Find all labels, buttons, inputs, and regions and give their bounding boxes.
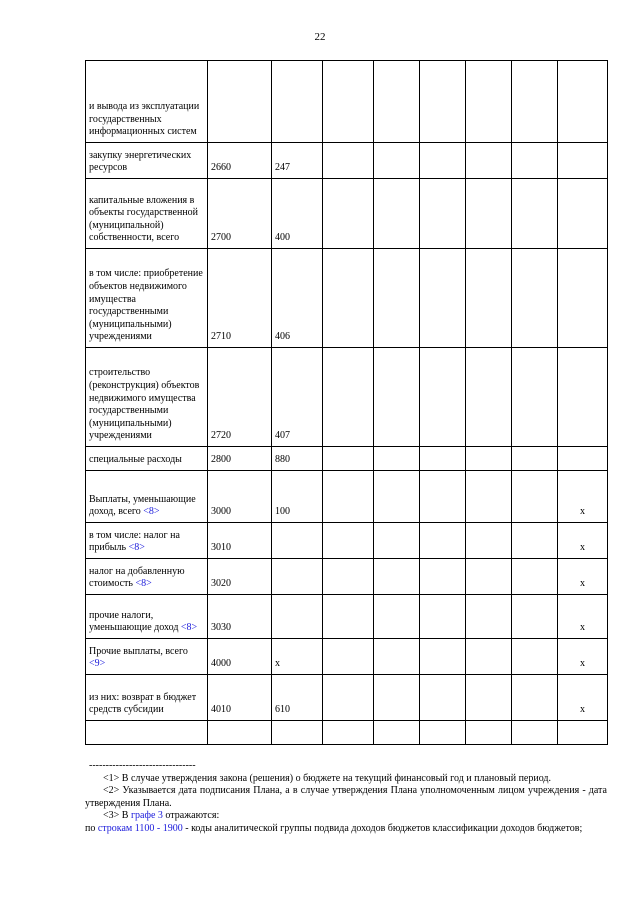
- row-last-cell: [558, 143, 608, 179]
- row-classification-code: 610: [272, 675, 323, 721]
- table-row: [86, 639, 608, 675]
- row-empty-cell: [374, 249, 420, 348]
- row-classification-code: 407: [272, 348, 323, 447]
- row-classification-code: [272, 559, 323, 595]
- row-empty-cell: [512, 143, 558, 179]
- footnote-ref-link[interactable]: <8>: [143, 506, 160, 518]
- row-empty-cell: [420, 721, 466, 745]
- row-empty-cell: [512, 348, 558, 447]
- table-row: [86, 249, 608, 348]
- table-row: [86, 559, 608, 595]
- row-empty-cell: [466, 523, 512, 559]
- row-classification-code: 880: [272, 447, 323, 471]
- row-empty-cell: [374, 179, 420, 249]
- row-empty-cell: [323, 559, 374, 595]
- row-empty-cell: [323, 471, 374, 523]
- table-row: [86, 471, 608, 523]
- row-empty-cell: [512, 61, 558, 143]
- row-empty-cell: [466, 348, 512, 447]
- row-empty-cell: [420, 559, 466, 595]
- row-code: 2710: [208, 249, 272, 348]
- row-empty-cell: [374, 559, 420, 595]
- row-last-cell: [558, 249, 608, 348]
- row-label-text: прочие налоги, уменьшающие доход: [89, 609, 179, 634]
- row-code: 3000: [208, 471, 272, 523]
- row-empty-cell: [466, 143, 512, 179]
- row-label: [86, 523, 208, 559]
- footnote-3: [85, 810, 607, 823]
- row-empty-cell: [512, 179, 558, 249]
- row-empty-cell: [323, 675, 374, 721]
- row-empty-cell: [466, 595, 512, 639]
- row-empty-cell: [466, 559, 512, 595]
- row-empty-cell: [323, 523, 374, 559]
- row-empty-cell: [323, 61, 374, 143]
- table-row: [86, 143, 608, 179]
- row-label: [86, 249, 208, 348]
- row-empty-cell: [466, 675, 512, 721]
- row-classification-code: [272, 523, 323, 559]
- row-label: [86, 595, 208, 639]
- row-empty-cell: [323, 348, 374, 447]
- row-last-cell: x: [558, 471, 608, 523]
- footnote-ref-link[interactable]: <8>: [128, 542, 145, 554]
- row-last-cell: [558, 348, 608, 447]
- row-code: 4000: [208, 639, 272, 675]
- row-code: 3010: [208, 523, 272, 559]
- row-last-cell: [558, 721, 608, 745]
- row-classification-code: 100: [272, 471, 323, 523]
- row-empty-cell: [374, 721, 420, 745]
- row-empty-cell: [323, 721, 374, 745]
- row-classification-code: 247: [272, 143, 323, 179]
- row-empty-cell: [374, 143, 420, 179]
- table-row: [86, 348, 608, 447]
- row-empty-cell: [512, 639, 558, 675]
- footnote-ref-link[interactable]: <8>: [135, 578, 152, 590]
- row-label: [86, 179, 208, 249]
- row-empty-cell: [420, 249, 466, 348]
- row-empty-cell: [420, 179, 466, 249]
- row-empty-cell: [420, 471, 466, 523]
- row-label: [86, 348, 208, 447]
- row-label: [86, 721, 208, 745]
- table-row: [86, 61, 608, 143]
- row-label-text: в том числе: приобретение объектов недвижимого имущества государственными (муниципальными) учреждениями: [89, 268, 203, 343]
- row-label-text: Выплаты, уменьшающие доход, всего: [89, 493, 196, 518]
- row-label: [86, 559, 208, 595]
- row-code: 4010: [208, 675, 272, 721]
- row-empty-cell: [466, 61, 512, 143]
- row-classification-code: [272, 61, 323, 143]
- plan-table: [85, 60, 608, 745]
- page-number: 22: [314, 31, 326, 43]
- row-label: [86, 61, 208, 143]
- footnote-4-link[interactable]: строкам 1100 - 1900: [97, 822, 183, 834]
- row-code: 2800: [208, 447, 272, 471]
- row-empty-cell: [512, 471, 558, 523]
- row-code: [208, 721, 272, 745]
- row-label: [86, 675, 208, 721]
- row-empty-cell: [420, 639, 466, 675]
- row-last-cell: [558, 179, 608, 249]
- row-empty-cell: [512, 249, 558, 348]
- footnote-4-suffix: - коды аналитической группы подвида доходов бюджетов классификации доходов бюджетов;: [182, 822, 583, 834]
- row-empty-cell: [466, 249, 512, 348]
- row-label: [86, 143, 208, 179]
- footnote-3-prefix: <3> В: [103, 810, 131, 822]
- footnotes: [85, 760, 607, 836]
- row-empty-cell: [512, 675, 558, 721]
- row-empty-cell: [323, 179, 374, 249]
- row-empty-cell: [374, 471, 420, 523]
- row-classification-code: [272, 721, 323, 745]
- footnote-ref-link[interactable]: <8>: [180, 622, 198, 634]
- footnote-3-suffix: отражаются:: [162, 810, 220, 822]
- row-label-text: закупку энергетических ресурсов: [89, 149, 192, 174]
- row-empty-cell: [466, 639, 512, 675]
- row-label-text: строительство (реконструкция) объектов недвижимого имущества государственными (муниципальными) учреждениями: [89, 367, 200, 442]
- row-label-text: Прочие выплаты, всего: [89, 645, 188, 657]
- row-classification-code: 406: [272, 249, 323, 348]
- row-code: 2700: [208, 179, 272, 249]
- row-label-text: капитальные вложения в объекты государственной (муниципальной) собственности, всего: [89, 194, 199, 244]
- row-empty-cell: [420, 348, 466, 447]
- row-empty-cell: [323, 595, 374, 639]
- row-label-text: налог на добавленную стоимость: [89, 565, 185, 590]
- footnote-separator: --------------------------------: [89, 760, 196, 771]
- footnote-3-link[interactable]: графе 3: [130, 810, 163, 822]
- footnote-4: [85, 823, 607, 836]
- row-empty-cell: [323, 447, 374, 471]
- row-empty-cell: [374, 675, 420, 721]
- row-last-cell: [558, 61, 608, 143]
- table-row: [86, 721, 608, 745]
- row-empty-cell: [323, 249, 374, 348]
- row-last-cell: x: [558, 639, 608, 675]
- table-row: [86, 523, 608, 559]
- row-classification-code: x: [272, 639, 323, 675]
- row-label: [86, 471, 208, 523]
- row-empty-cell: [420, 143, 466, 179]
- row-code: 2660: [208, 143, 272, 179]
- row-classification-code: 400: [272, 179, 323, 249]
- row-empty-cell: [420, 61, 466, 143]
- row-empty-cell: [374, 523, 420, 559]
- row-empty-cell: [466, 179, 512, 249]
- row-empty-cell: [374, 595, 420, 639]
- row-last-cell: x: [558, 523, 608, 559]
- row-label-text: из них: возврат в бюджет средств субсидии: [89, 691, 197, 716]
- row-empty-cell: [374, 639, 420, 675]
- footnote-2: <2> Указывается дата подписания Плана, а в случае утверждения Плана уполномоченным лицом учреждения - дата утверждения Плана.: [85, 785, 607, 809]
- row-empty-cell: [323, 639, 374, 675]
- row-empty-cell: [420, 595, 466, 639]
- row-label: [86, 639, 208, 675]
- footnote-4-prefix: по: [85, 822, 98, 834]
- row-label-text: и вывода из эксплуатации государственных информационных систем: [89, 101, 200, 138]
- footnote-1: <1> В случае утверждения закона (решения) о бюджете на текущий финансовый год и плановый период.: [103, 772, 552, 784]
- row-empty-cell: [512, 595, 558, 639]
- row-empty-cell: [466, 447, 512, 471]
- table-row: [86, 595, 608, 639]
- row-empty-cell: [466, 471, 512, 523]
- row-last-cell: x: [558, 675, 608, 721]
- row-code: 2720: [208, 348, 272, 447]
- row-empty-cell: [420, 447, 466, 471]
- row-empty-cell: [512, 559, 558, 595]
- row-empty-cell: [420, 523, 466, 559]
- row-empty-cell: [420, 675, 466, 721]
- row-classification-code: [272, 595, 323, 639]
- row-last-cell: [558, 447, 608, 471]
- row-label-text: специальные расходы: [89, 454, 182, 466]
- row-last-cell: x: [558, 595, 608, 639]
- row-empty-cell: [374, 447, 420, 471]
- footnote-ref-link[interactable]: <9>: [89, 658, 106, 670]
- row-empty-cell: [512, 447, 558, 471]
- table-row: [86, 447, 608, 471]
- row-last-cell: x: [558, 559, 608, 595]
- table-row: [86, 179, 608, 249]
- row-empty-cell: [323, 143, 374, 179]
- row-empty-cell: [374, 348, 420, 447]
- row-code: 3030: [208, 595, 272, 639]
- row-code: 3020: [208, 559, 272, 595]
- table-row: [86, 675, 608, 721]
- row-empty-cell: [512, 523, 558, 559]
- row-empty-cell: [512, 721, 558, 745]
- row-empty-cell: [374, 61, 420, 143]
- row-label: [86, 447, 208, 471]
- row-label-text: в том числе: налог на прибыль: [89, 529, 180, 554]
- row-code: [208, 61, 272, 143]
- row-empty-cell: [466, 721, 512, 745]
